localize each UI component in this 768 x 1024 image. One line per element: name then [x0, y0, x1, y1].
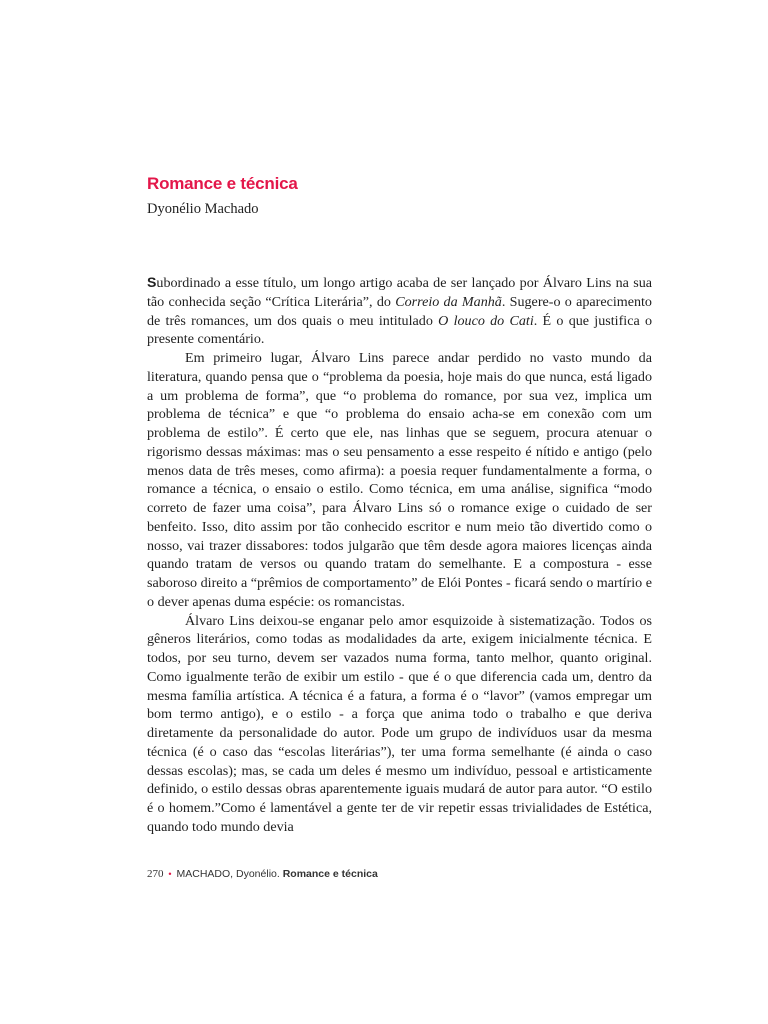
- paragraph: [147, 273, 652, 349]
- page-footer: [147, 868, 378, 880]
- bullet-separator: •: [168, 869, 172, 879]
- paragraph: Álvaro Lins deixou-se enganar pelo amor esquizoide à sistematização. Todos os gêneros literários, como todas as modalidades da arte, exigem inicialmente técnica. E todos, por seu turno, devem ser vazados numa forma, tanto melhor, quanto original. Como igualmente terão de exibir um estilo - que é o que diferencia cada um, dentro da mesma família artística. A técnica é a fatura, a forma é o “lavor” (vamos empregar um bom termo antigo), e o estilo - a força que anima todo o trabalho e que deriva diretamente da personalidade do autor. Pode um grupo de indivíduos usar da mesma técnica (é o caso das “escolas literárias”), ter uma forma semelhante (é ainda o caso dessas escolas); mas, se cada um deles é mesmo um indivíduo, pessoal e artisticamente definido, o estilo dessas obras aparentemente iguais mudará de autor para autor. “O estilo é o homem.”Como é lamentável a gente ter de vir repetir essas trivialidades de Estética, quando todo mundo devia: [147, 612, 652, 835]
- paragraph: Em primeiro lugar, Álvaro Lins parece andar perdido no vasto mundo da literatura, quando pensa que o “problema da poesia, hoje mais do que nunca, está ligado a um problema de forma”, que “o problema do romance, por sua vez, implica um problema de técnica” e que “o problema do ensaio acha-se em conexão com um problema de estilo”. É certo que ele, nas linhas que se seguem, procura atenuar o rigorismo dessas máximas: mas o seu pensamento a esse respeito é nítido e antigo (pelo menos data de três meses, como afirma): a poesia requer fundamentalmente a forma, o romance a técnica, o ensaio o estilo. Como técnica, em uma análise, significa “modo correto de fazer uma coisa”, para Álvaro Lins só o romance exige o cuidado de ser benfeito. Isso, dito assim por tão conhecido escritor e num meio tão divertido como o nosso, vai trazer dissabores: todos julgarão que têm desde agora maiores licenças ainda quando tratam de versos ou quando tratam do semelhante. E a compostura - esse saboroso direito a “prêmios de comportamento” de Elói Pontes - ficará sendo o martírio e o dever apenas duma espécie: os romancistas.: [147, 350, 652, 610]
- paragraph-text: . Sugere-o o aparecimento de três romances, um dos quais o meu intitulado: [147, 293, 652, 329]
- paragraph-text: . É o que justifica o presente comentário.: [147, 312, 653, 348]
- article-author: Dyonélio Machado: [147, 201, 259, 217]
- citation-author: MACHADO, Dyonélio.: [176, 868, 280, 880]
- book-title: O louco do Cati: [438, 312, 534, 329]
- citation-title: Romance e técnica: [282, 868, 378, 880]
- article-title: Romance e técnica: [147, 174, 298, 193]
- page-number: 270: [147, 868, 164, 880]
- drop-cap: S: [147, 274, 157, 290]
- newspaper-title: Correio da Manhã: [395, 293, 502, 310]
- paragraph-text: ubordinado a esse título, um longo artigo acaba de ser lançado por Álvaro Lins na sua tão conhecida seção “Crítica Literária”, do: [147, 275, 652, 310]
- article-body: [147, 273, 652, 837]
